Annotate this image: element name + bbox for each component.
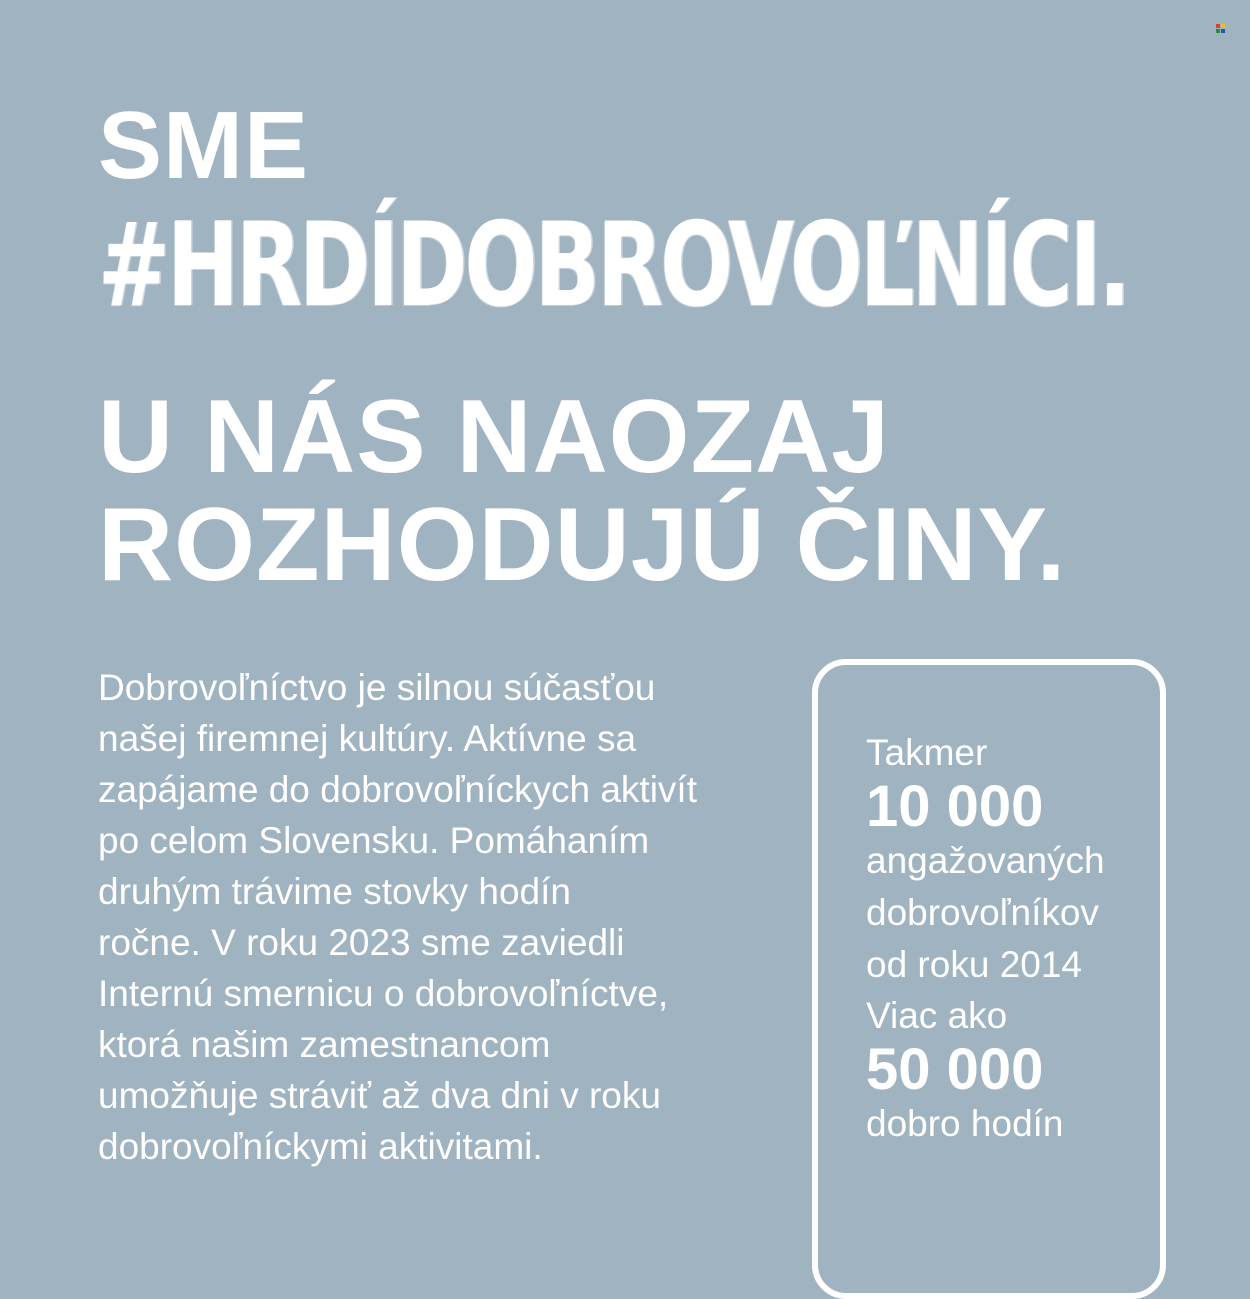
body-line: ktorá našim zamestnancom (98, 1024, 551, 1065)
headline-line-4: ROZHODUJÚ ČINY. (98, 487, 1067, 603)
brand-mark-icon (1216, 24, 1226, 34)
stat-hours (866, 990, 1064, 1150)
stat-volunteers-line1: angažovaných (866, 840, 1105, 881)
stat-hours-value: 50 000 (866, 1037, 1044, 1102)
body-line: Dobrovoľníctvo je silnou súčasťou (98, 667, 656, 708)
hashtag-headline: #HRDÍDOBROVOĽNÍCI. (98, 198, 1129, 333)
body-line: Internú smernicu o dobrovoľníctve, (98, 973, 669, 1014)
headline-line-3: U NÁS NAOZAJ (98, 379, 891, 495)
headline-line-1: SME (98, 92, 310, 199)
stat-hours-prefix: Viac ako (866, 995, 1008, 1036)
body-line: zapájame do dobrovoľníckych aktivít (98, 769, 697, 810)
stat-volunteers-line2: dobrovoľníkov (866, 892, 1099, 933)
body-line: druhým trávime stovky hodín (98, 871, 571, 912)
body-line: po celom Slovensku. Pomáhaním (98, 820, 650, 861)
body-line: našej firemnej kultúry. Aktívne sa (98, 718, 637, 759)
stat-volunteers (866, 727, 1105, 991)
body-line: dobrovoľníckymi aktivitami. (98, 1126, 543, 1167)
stat-volunteers-prefix: Takmer (866, 732, 988, 773)
body-line: umožňuje stráviť až dva dni v roku (98, 1075, 661, 1116)
stat-volunteers-value: 10 000 (866, 774, 1044, 839)
body-paragraph (98, 662, 798, 1172)
body-line: ročne. V roku 2023 sme zaviedli (98, 922, 625, 963)
stat-hours-line1: dobro hodín (866, 1103, 1064, 1144)
stats-box (812, 659, 1166, 1299)
stat-volunteers-line3: od roku 2014 (866, 944, 1083, 985)
